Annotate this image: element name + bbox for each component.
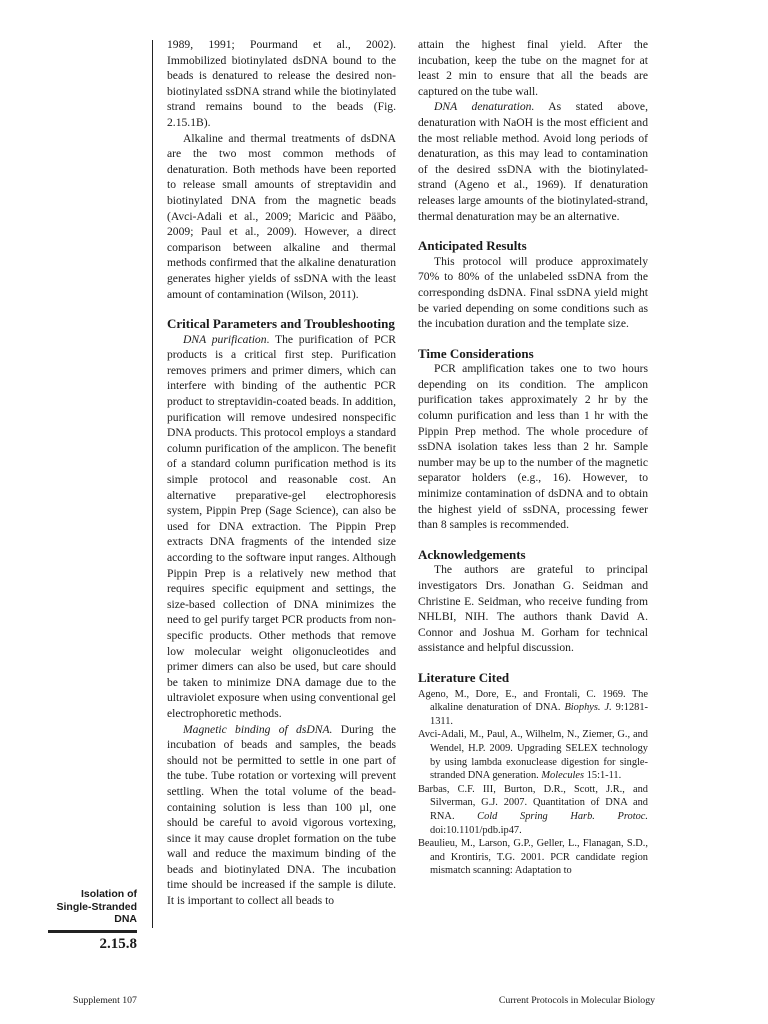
reference-item: Ageno, M., Dore, E., and Frontali, C. 1969. The alkaline denaturation of DNA. Biophys. J. 9:1281-1311. xyxy=(418,688,648,727)
footer-journal-name: Current Protocols in Molecular Biology xyxy=(498,995,655,1006)
paragraph-time-considerations: PCR amplification takes one to two hours depending on its condition. The amplicon purification takes approximately 2 hr by the column purification and less than 1 hr with the Pippin Prep method. The whole procedure of ssDNA isolation takes less than 2 hr. Sample number may be up to the number of the magnetic separator holders (e.g., 16). However, to minimize contamination of dsDNA and to obtain the highest yield of ssDNA, processing fewer than 8 samples is recommended. xyxy=(418,362,648,532)
footer-supplement: Supplement 107 xyxy=(73,995,137,1006)
paragraph-acknowledgements: The authors are grateful to principal investigators Drs. Jonathan G. Seidman and Christine E. Seidman, who receive funding from NHLBI, NIH. The authors thank David A. Connor and Joshua M. Gorham for technical assistance and helpful discussion. xyxy=(418,563,648,655)
paragraph-dna-denaturation xyxy=(418,99,648,224)
heading-critical-parameters: Critical Parameters and Troubleshooting xyxy=(167,316,395,332)
text-dna-purification: . The purification of PCR products is a critical first step. Purification removes primers and primer dimers, which can interfere with binding of the authentic PCR product to streptavidin-coated beads. In addition, purification will remove undesired nonspecific DNA products. This protocol employs a standard column purification of the amplicon. The benefit of a standard column purification method is its simple protocol and reasonable cost. An alternative preparative-gel electrophoresis system, Pippin Prep (Sage Science), can also be used for DNA extraction. The Pippin Prep extracts DNA fragments of the intended size according to the software input ranges. Although Pippin Prep is a relatively new method that requires specific equipment and settings, the size-based collection of DNA minimizes the need to gel purify target PCR products from non-specific products. Other methods that remove low molecular weight oligonucleotides and primer dimers can also be used, but care should be taken to minimize DNA damage due to the ultraviolet exposure when using conventional gel electrophoretic methods. xyxy=(167,332,397,720)
reference-item: Beaulieu, M., Larson, G.P., Geller, L., Flanagan, S.D., and Krontiris, T.G. 2001. PCR candidate region mismatch scanning: Adaptation to xyxy=(418,838,648,877)
heading-time-considerations: Time Considerations xyxy=(418,345,534,361)
sidebar-title-line: Single-Stranded xyxy=(56,900,137,913)
paragraph-alkaline-thermal: Alkaline and thermal treatments of dsDNA are the two most common methods of denaturation. Both methods have been reported to release small amounts of streptavidin and biotinylated DNA from the magnetic beads (Avci-Adali et al., 2009; Maricic and Pääbo, 2009; Paul et al., 2009). However, a direct comparison between alkaline and thermal methods confirmed that the alkaline denaturation generates higher yields of ssDNA with the least amount of contamination (Wilson, 2011). xyxy=(167,131,396,301)
subhead-magnetic-binding: Magnetic binding of dsDNA. xyxy=(183,722,333,736)
reference-item: Barbas, C.F. III, Burton, D.R., Scott, J.R., and Silverman, G.J. 2007. Quantitation of DNA and RNA. Cold Spring Harb. Protoc. doi:10.1101/pdb.ip47. xyxy=(418,783,648,836)
subhead-dna-denaturation: DNA denaturation. xyxy=(434,100,535,114)
column-divider-rule xyxy=(152,40,153,928)
page-number: 2.15.8 xyxy=(99,936,137,952)
heading-literature-cited: Literature Cited xyxy=(418,669,510,685)
paragraph-dna-purification xyxy=(167,332,396,722)
reference-item: Avci-Adali, M., Paul, A., Wilhelm, N., Ziemer, G., and Wendel, H.P. 2009. Upgrading SELEX technology by using lambda exonuclease digestion for single-stranded DNA generation. Molecules 15:1-11. xyxy=(418,729,648,782)
reference-list xyxy=(418,688,648,878)
sidebar-rule xyxy=(48,930,137,933)
paragraph-continuation-right: attain the highest final yield. After the incubation, keep the tube on the magnet for at least 2 min to ensure that all the beads are captured on the tube wall. xyxy=(418,38,648,98)
sidebar-title-line: DNA xyxy=(114,913,137,925)
heading-acknowledgements: Acknowledgements xyxy=(418,546,526,562)
left-column xyxy=(167,37,396,909)
sidebar-section-title xyxy=(40,888,137,926)
text-dna-denaturation: As stated above, denaturation with NaOH is the most efficient and the most reliable method. Avoid long periods of denaturation, as this may lead to contamination of the desired ssDNA with the biotinylated-strand (Ageno et al., 1969). If denaturation releases large amounts of the biotinylated-strand, thermal denaturation may be an alternative. xyxy=(418,100,648,223)
paragraph-continuation: 1989, 1991; Pourmand et al., 2002). Immobilized biotinylated dsDNA bound to the beads is denatured to release the desired non-biotinylated ssDNA strand while the biotinylated strand remains bound to the beads (Fig. 2.15.1B). xyxy=(167,38,396,129)
subhead-dna-purification: DNA purification xyxy=(183,332,267,346)
right-column xyxy=(418,37,648,878)
text-magnetic-binding: During the incubation of beads and samples, the beads should not be permitted to settle in one part of the tube. Tube rotation or vortexing will prevent settling. When the total volume of the bead-containing solution is less than 100 µl, one should be careful to avoid vigorous vortexing, since it may cause droplet formation on the tube wall and reduce the maximum binding of the beads and biotinylated DNA. The incubation time should be increased if the sample is dilute. It is important to collect all beads to xyxy=(167,722,396,908)
paragraph-magnetic-binding xyxy=(167,722,396,909)
paragraph-anticipated-results: This protocol will produce approximately 70% to 80% of the unlabeled ssDNA from the corresponding dsDNA. Final ssDNA yield might be varied depending on some conditions such as the incubation duration and the template size. xyxy=(418,254,648,331)
sidebar-title-line: Isolation of xyxy=(81,888,137,900)
heading-anticipated-results: Anticipated Results xyxy=(418,238,527,254)
